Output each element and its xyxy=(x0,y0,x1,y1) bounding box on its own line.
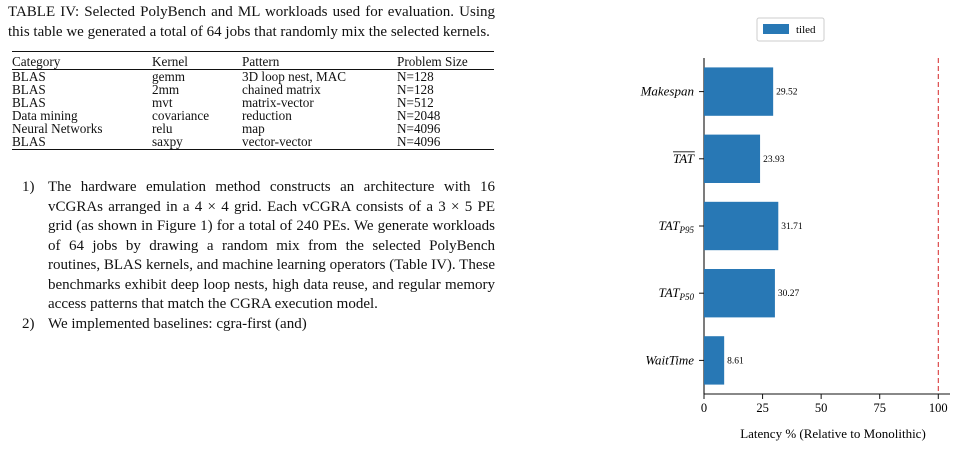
table-cell: covariance xyxy=(152,108,210,123)
workload-table xyxy=(12,51,494,150)
table-cell: vector-vector xyxy=(242,135,397,150)
y-tick-label-subscript: P95 xyxy=(679,225,694,235)
table-cell: BLAS xyxy=(12,95,46,110)
x-axis-label: Latency % (Relative to Monolithic) xyxy=(740,426,926,441)
table-row xyxy=(12,135,494,150)
bar xyxy=(704,202,778,250)
table-caption: TABLE IV: Selected PolyBench and ML workloads used for evaluation. Using this table we generated a total of 64 jobs that randomly mix the selected kernels. xyxy=(8,4,495,40)
table-cell: N=4096 xyxy=(397,135,494,150)
y-tick-label xyxy=(659,285,695,302)
y-tick-label xyxy=(640,84,694,99)
y-tick-label-main: TAT xyxy=(673,150,694,166)
list-item xyxy=(8,178,495,315)
y-tick-label-main: TAT xyxy=(658,285,680,301)
table-cell: 3D loop nest, MAC xyxy=(242,69,347,84)
table-cell: gemm xyxy=(152,69,185,84)
table-cell: 2mm xyxy=(152,82,180,97)
y-tick-label-main: WaitTime xyxy=(645,352,694,368)
method-list xyxy=(8,178,495,334)
table-cell: N=2048 xyxy=(397,108,441,123)
list-item-text: The hardware emulation method constructs an architecture with 16 vCGRAs arranged in a 4 × 4 grid. Each vCGRA consists of a 3 × 5 PE grid (as shown in Figure 1) for a total of 240 PEs. We generate workloads of 64 jobs by drawing a random mix from the selected PolyBench routines, BLAS kernels, and machine learning operators (Table IV). These benchmarks exhibit deep loop nests, high data reuse, and regular memory access patterns that match the CGRA execution model. xyxy=(48,179,495,312)
plot-area xyxy=(640,58,950,415)
table-cell: Data mining xyxy=(12,108,78,123)
y-tick-label-subscript: P50 xyxy=(679,292,694,303)
table-cell: BLAS xyxy=(12,82,46,97)
table-cell: BLAS xyxy=(12,135,152,150)
table-cell: N=128 xyxy=(397,82,434,97)
table-cell: BLAS xyxy=(12,69,46,84)
table-cell: reduction xyxy=(242,108,292,123)
x-tick-label: 100 xyxy=(928,401,948,415)
column-header: Category xyxy=(12,52,152,70)
y-tick-label-main: TAT xyxy=(658,218,680,233)
bar xyxy=(704,67,773,115)
legend-label: tiled xyxy=(796,24,816,36)
column-header: Problem Size xyxy=(397,52,494,70)
table-cell: Neural Networks xyxy=(12,121,103,136)
bar-value-label: 31.71 xyxy=(781,222,803,232)
column-header: Pattern xyxy=(242,52,397,70)
x-tick-label: 75 xyxy=(873,401,886,415)
legend-swatch xyxy=(763,24,789,34)
bar-value-label: 29.52 xyxy=(776,87,798,98)
x-tick-label: 50 xyxy=(814,401,828,415)
table-cell: saxpy xyxy=(152,135,242,150)
y-tick-label xyxy=(645,352,694,367)
y-tick-label xyxy=(659,218,695,235)
table-cell: chained matrix xyxy=(242,82,321,97)
column-header: Kernel xyxy=(152,52,242,70)
list-item-text: We implemented baselines: cgra-first (and) xyxy=(48,315,307,332)
y-tick-label-main: Makespan xyxy=(640,83,694,99)
table-row xyxy=(12,70,494,84)
bar-value-label: 23.93 xyxy=(763,154,785,165)
bar xyxy=(704,135,760,183)
table-header-row xyxy=(12,52,494,70)
table-cell: matrix-vector xyxy=(242,95,314,110)
x-tick-label: 0 xyxy=(700,401,708,415)
x-tick-label: 25 xyxy=(756,401,769,415)
latency-bar-chart xyxy=(590,0,957,465)
table-cell: N=128 xyxy=(397,69,434,84)
bar-value-label: 30.27 xyxy=(777,289,800,300)
table-cell: relu xyxy=(152,121,173,136)
bar xyxy=(704,269,775,317)
paper-text-column xyxy=(8,0,495,334)
bar xyxy=(704,336,724,384)
table-cell: N=4096 xyxy=(397,121,441,136)
table-cell: N=512 xyxy=(397,95,434,110)
bar-value-label: 8.61 xyxy=(727,356,744,367)
list-item-number: 2) xyxy=(22,315,35,332)
table-cell: map xyxy=(242,121,265,136)
y-tick-label xyxy=(673,151,695,166)
chart-legend xyxy=(757,18,824,41)
table-cell: mvt xyxy=(152,95,173,110)
list-item xyxy=(8,315,495,335)
list-item-number: 1) xyxy=(22,179,35,195)
